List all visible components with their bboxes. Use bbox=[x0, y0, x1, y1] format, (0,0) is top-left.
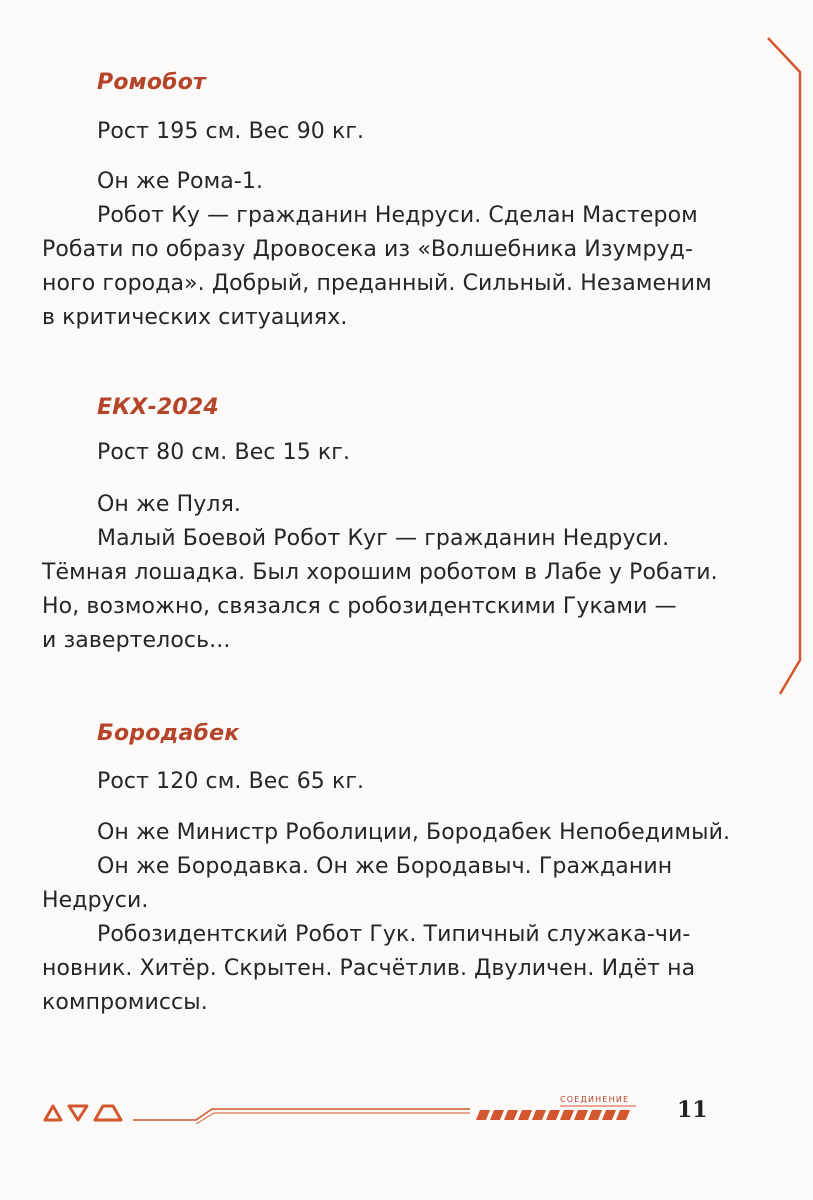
entry-text-line: Он же Рома-1. bbox=[97, 169, 264, 194]
entry-text-line: Малый Боевой Робот Куг — гражданин Недруси. bbox=[97, 526, 670, 551]
entry-text-line: Робати по образу Дровосека из «Волшебника Изумруд- bbox=[42, 237, 693, 262]
entry-text-line: новник. Хитёр. Скрытен. Расчётлив. Двуличен. Идёт на bbox=[42, 956, 696, 981]
entry-text-line: Робот Ку — гражданин Недруси. Сделан Мастером bbox=[97, 203, 698, 228]
entry-text-line: и завертелось... bbox=[42, 628, 231, 653]
entry-text-line: Недруси. bbox=[42, 888, 149, 913]
entry-text-line: ного города». Добрый, преданный. Сильный. Незаменим bbox=[42, 271, 712, 296]
entry-title-borodabek: Бородабек bbox=[97, 721, 240, 746]
entry-text-line: в критических ситуациях. bbox=[42, 305, 348, 330]
triangle-down-icon bbox=[69, 1106, 87, 1120]
entry-stats: Рост 195 см. Вес 90 кг. bbox=[97, 119, 365, 144]
entry-text-line: Робозидентский Робот Гук. Типичный служака-чи- bbox=[97, 922, 691, 947]
entry-stats: Рост 80 см. Вес 15 кг. bbox=[97, 440, 351, 465]
entry-text-line: Он же Пуля. bbox=[97, 492, 241, 517]
page-number: 11 bbox=[677, 1097, 708, 1123]
entry-title-romobot: Ромобот bbox=[97, 70, 206, 95]
entry-text-line: Он же Министр Роболиции, Бородабек Непобедимый. bbox=[97, 820, 731, 845]
triangle-up-icon bbox=[45, 1106, 61, 1120]
entry-title-ekx2024: ЕКХ-2024 bbox=[97, 395, 219, 420]
entry-text-line: Но, возможно, связался с робозидентскими Гуками — bbox=[42, 594, 677, 619]
trapezoid-icon bbox=[95, 1106, 121, 1120]
entry-text-line: Тёмная лошадка. Был хорошим роботом в Лабе у Робати. bbox=[42, 560, 718, 585]
entry-text-line: компромиссы. bbox=[42, 990, 208, 1015]
entry-stats: Рост 120 см. Вес 65 кг. bbox=[97, 769, 365, 794]
entry-text-line: Он же Бородавка. Он же Бородавыч. Гражданин bbox=[97, 854, 673, 879]
publisher-brand: СОЕДИНЕНИЕ bbox=[560, 1095, 630, 1104]
